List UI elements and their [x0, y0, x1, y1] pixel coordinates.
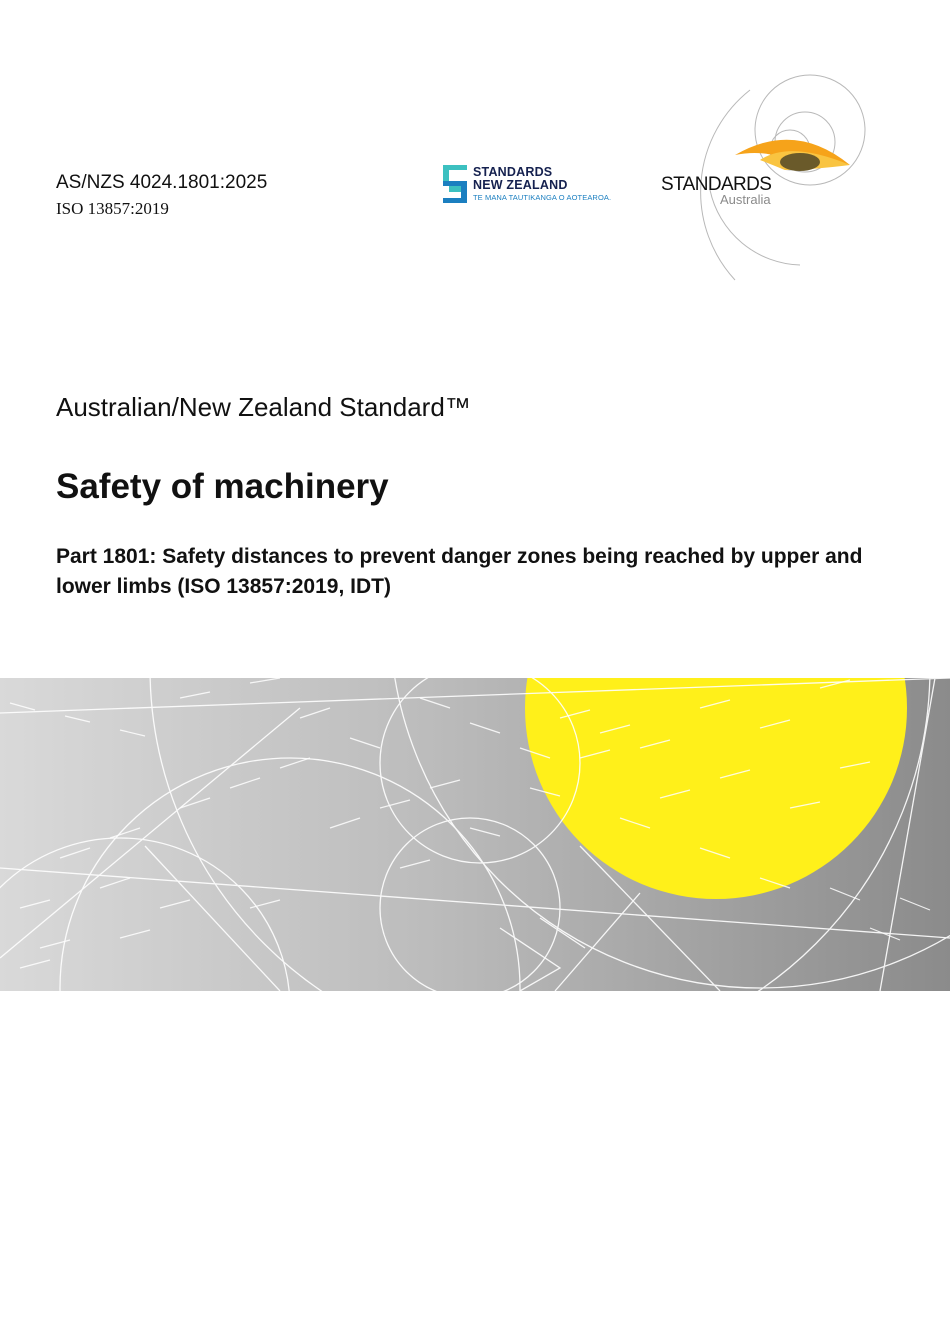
part-title: Part 1801: Safety distances to prevent danger zones being reached by upper and lower limbs (ISO 13857:2019, IDT)	[56, 545, 863, 598]
iso-number: ISO 13857:2019	[56, 199, 169, 218]
cover-banner-graphic	[0, 678, 950, 991]
standard-number: AS/NZS 4024.1801:2025	[56, 172, 268, 193]
sa-logo-line1: STANDARDS	[661, 174, 772, 195]
snz-logo-mark-icon	[443, 165, 467, 203]
document-title: Safety of machinery	[56, 467, 389, 506]
sa-logo-line2: Australia	[720, 192, 771, 207]
standard-type: Australian/New Zealand Standard™	[56, 392, 471, 422]
snz-logo-line3: TE MANA TAUTIKANGA O AOTEAROA.	[473, 193, 612, 202]
snz-logo-line2: NEW ZEALAND	[473, 178, 568, 192]
standards-new-zealand-logo	[443, 165, 623, 205]
snz-logo-line1: STANDARDS	[473, 165, 553, 179]
